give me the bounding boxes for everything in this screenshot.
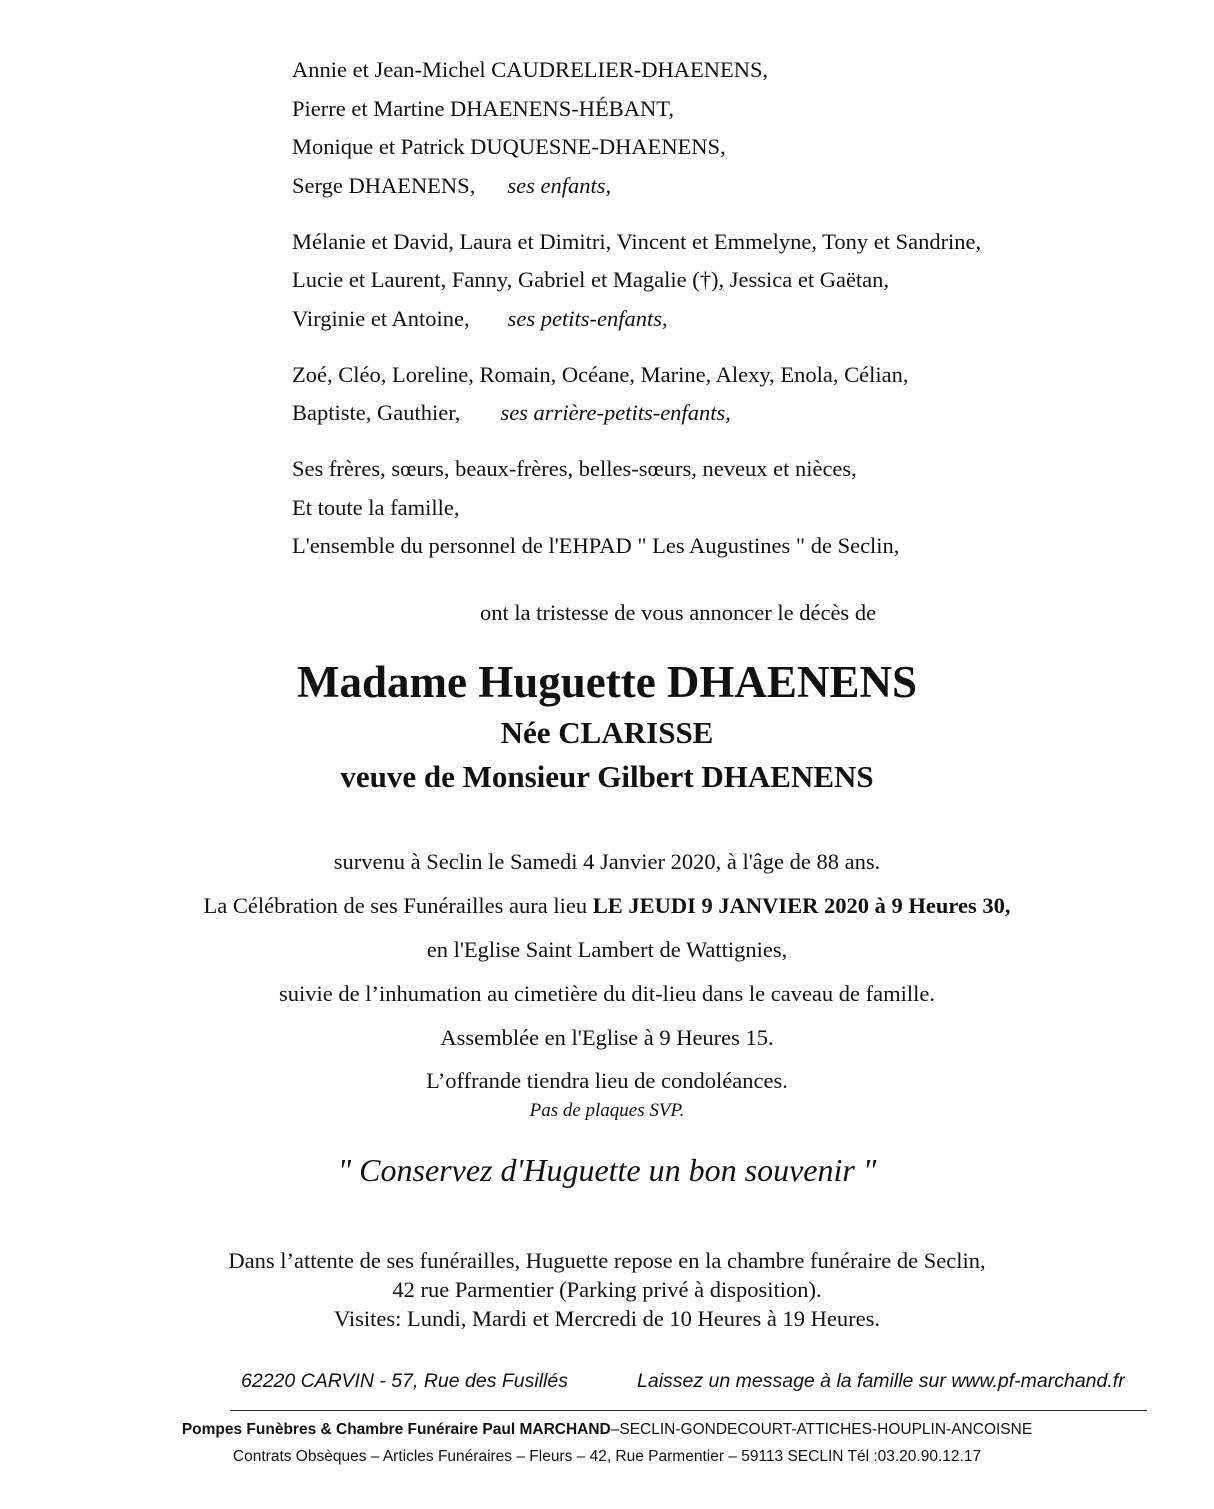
memorial-quote: " Conservez d'Huguette un bon souvenir " [337, 1152, 877, 1188]
deceased-born: Née CLARISSE [500, 715, 714, 750]
footer-divider [230, 1410, 1147, 1411]
deceased-name: Madame Huguette DHAENENS [297, 657, 917, 707]
family-line: Ses frères, sœurs, beaux-frères, belles-sœurs, neveux et nièces, [292, 456, 857, 481]
company-locations: –SECLIN-GONDECOURT-ATTICHES-HOUPLIN-ANCOISNE [610, 1421, 1033, 1438]
children-last-name: Serge DHAENENS, [292, 173, 476, 198]
footer-services: Contrats Obsèques – Articles Funéraires – Fleurs – 42, Rue Parmentier – 59113 SECLIN Tél :03.20.90.12.17 [232, 1448, 982, 1465]
grandchildren-last-name: Virginie et Antoine, [292, 306, 470, 331]
rest-line: Visites: Lundi, Mardi et Mercredi de 10 Heures à 19 Heures. [334, 1306, 880, 1331]
children-line: Annie et Jean-Michel CAUDRELIER-DHAENENS, [292, 57, 769, 82]
footer-company [0, 1420, 1214, 1440]
assembly: Assemblée en l'Eglise à 9 Heures 15. [440, 1025, 774, 1050]
no-plaques: Pas de plaques SVP. [529, 1100, 685, 1121]
great-grandchildren-last-name: Baptiste, Gauthier, [292, 400, 461, 425]
family-line: Et toute la famille, [292, 495, 460, 520]
announcement: ont la tristesse de vous annoncer le décès de [479, 600, 877, 625]
great-grandchildren-line: Zoé, Cléo, Loreline, Romain, Océane, Marine, Alexy, Enola, Célian, [292, 362, 909, 387]
offering: L’offrande tiendra lieu de condoléances. [426, 1068, 788, 1093]
children-line: Monique et Patrick DUQUESNE-DHAENENS, [292, 134, 726, 159]
grandchildren-last-line [292, 305, 668, 333]
family-line: L'ensemble du personnel de l'EHPAD " Les Augustines " de Seclin, [292, 533, 900, 558]
grandchildren-line: Lucie et Laurent, Fanny, Gabriel et Magalie (†), Jessica et Gaëtan, [292, 267, 890, 292]
deceased-widow: veuve de Monsieur Gilbert DHAENENS [340, 759, 874, 794]
grandchildren-label: ses petits-enfants, [507, 306, 668, 331]
footer-address: 62220 CARVIN - 57, Rue des Fusillés [241, 1370, 568, 1392]
children-last-line [292, 172, 611, 200]
ceremony-date: LE JEUDI 9 JANVIER 2020 à 9 Heures 30, [592, 893, 1011, 918]
church: en l'Eglise Saint Lambert de Wattignies, [426, 937, 788, 962]
children-line: Pierre et Martine DHAENENS-HÉBANT, [292, 96, 674, 121]
grandchildren-line: Mélanie et David, Laura et Dimitri, Vincent et Emmelyne, Tony et Sandrine, [292, 229, 982, 254]
ceremony-prefix: La Célébration de ses Funérailles aura lieu [203, 893, 588, 918]
rest-line: 42 rue Parmentier (Parking privé à disposition). [392, 1277, 822, 1302]
burial: suivie de l’inhumation au cimetière du dit-lieu dans le caveau de famille. [278, 981, 935, 1006]
company-name: Pompes Funèbres & Chambre Funéraire Paul MARCHAND [181, 1421, 611, 1438]
great-grandchildren-label: ses arrière-petits-enfants, [500, 400, 731, 425]
death-details: survenu à Seclin le Samedi 4 Janvier 2020, à l'âge de 88 ans. [333, 849, 881, 874]
ceremony-line [0, 892, 1214, 920]
great-grandchildren-last-line [292, 399, 731, 427]
children-label: ses enfants, [507, 173, 612, 198]
footer-message: Laissez un message à la famille sur www.pf-marchand.fr [637, 1370, 1125, 1392]
rest-line: Dans l’attente de ses funérailles, Huguette repose en la chambre funéraire de Seclin, [228, 1248, 986, 1273]
